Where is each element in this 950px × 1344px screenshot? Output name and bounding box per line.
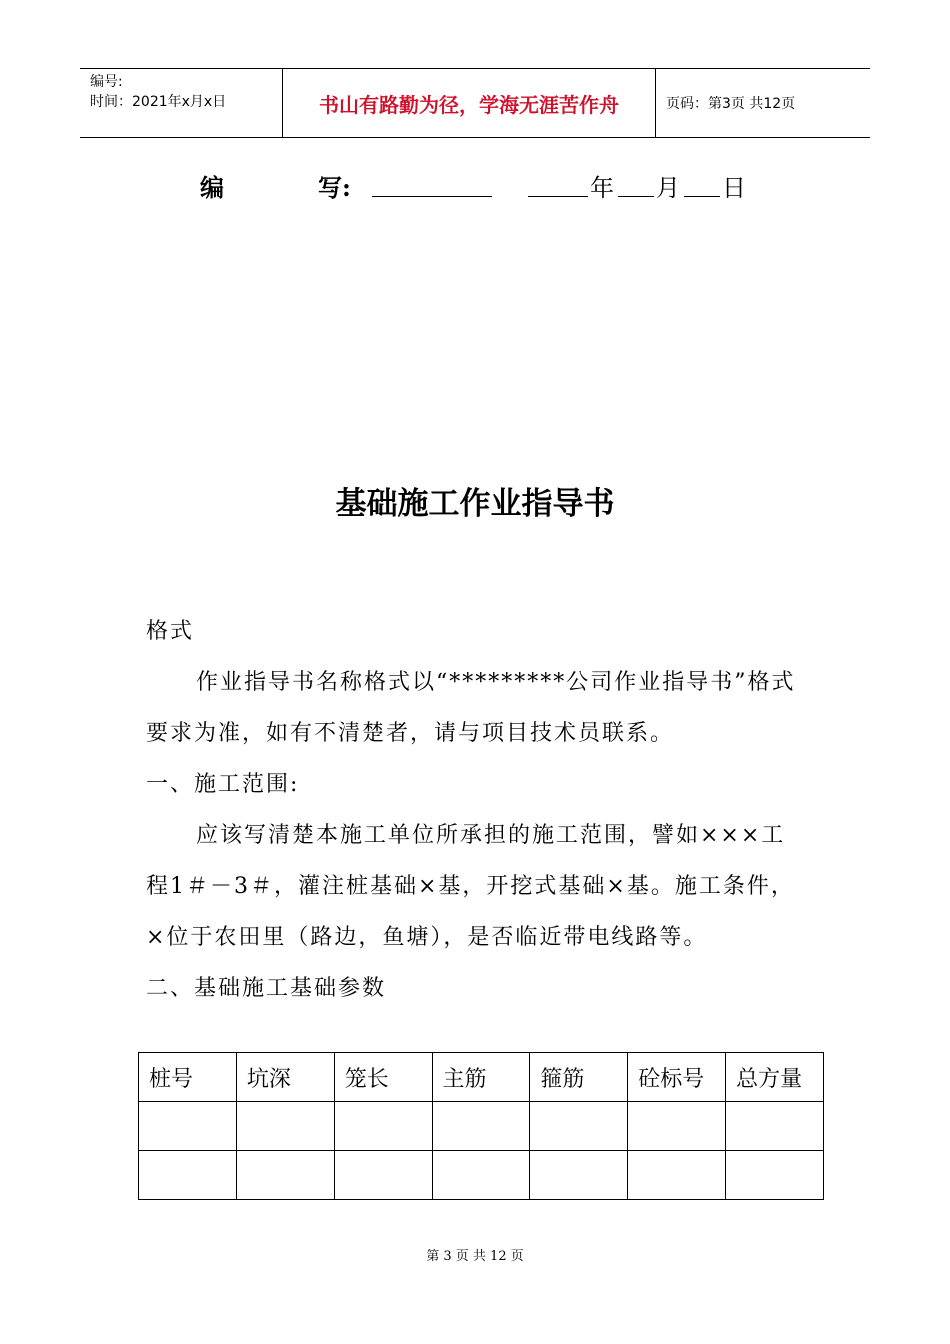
document-body bbox=[146, 606, 806, 1014]
heading-params: 二、基础施工基础参数 bbox=[146, 976, 387, 1001]
year-blank bbox=[528, 168, 588, 197]
table-header-cell: 主筋 bbox=[432, 1053, 530, 1102]
foundation-params-table bbox=[138, 1052, 824, 1200]
header-motto: 书山有路勤为径，学海无涯苦作舟 bbox=[282, 69, 656, 137]
table-header-cell: 笼长 bbox=[334, 1053, 432, 1102]
heading-format: 格式 bbox=[146, 619, 195, 644]
day-label: 日 bbox=[722, 174, 746, 202]
table-cell bbox=[236, 1102, 334, 1151]
table-header-cell: 总方量 bbox=[726, 1053, 824, 1102]
table-cell bbox=[139, 1151, 237, 1200]
month-blank bbox=[618, 168, 654, 197]
day-blank bbox=[684, 168, 720, 197]
table-header-cell: 箍筋 bbox=[530, 1053, 628, 1102]
table-cell bbox=[432, 1151, 530, 1200]
table-cell bbox=[628, 1102, 726, 1151]
writer-label-char2: 写: bbox=[318, 173, 351, 202]
table-cell bbox=[628, 1151, 726, 1200]
writer-label-char1: 编 bbox=[200, 173, 224, 202]
doc-time-label: 时间：2021年x月x日 bbox=[90, 94, 227, 110]
doc-number-label: 编号: bbox=[90, 74, 123, 90]
table-row bbox=[139, 1151, 824, 1200]
writer-line bbox=[200, 168, 760, 204]
page-header bbox=[80, 68, 870, 138]
table-cell bbox=[236, 1151, 334, 1200]
table-cell bbox=[334, 1102, 432, 1151]
table-header-row bbox=[139, 1053, 824, 1102]
paragraph-scope: 应该写清楚本施工单位所承担的施工范围，譬如×××工程1＃－3＃，灌注桩基础×基，开挖式基础×基。施工条件，×位于农田里（路边，鱼塘），是否临近带电线路等。 bbox=[146, 823, 795, 950]
header-meta bbox=[80, 69, 282, 137]
heading-scope: 一、施工范围: bbox=[146, 772, 300, 797]
table-header-cell: 砼标号 bbox=[628, 1053, 726, 1102]
table-cell bbox=[530, 1151, 628, 1200]
table-cell bbox=[530, 1102, 628, 1151]
paragraph-format: 作业指导书名称格式以“*********公司作业指导书”格式要求为准，如有不清楚者，请与项目技术员联系。 bbox=[146, 670, 796, 746]
document-title: 基础施工作业指导书 bbox=[335, 486, 615, 522]
table-cell bbox=[726, 1102, 824, 1151]
writer-name-blank bbox=[372, 168, 492, 197]
table-cell bbox=[139, 1102, 237, 1151]
table-row bbox=[139, 1102, 824, 1151]
month-label: 月 bbox=[656, 174, 680, 202]
header-page-info: 页码：第3页 共12页 bbox=[666, 96, 796, 112]
table-header-cell: 桩号 bbox=[139, 1053, 237, 1102]
table-header-cell: 坑深 bbox=[236, 1053, 334, 1102]
table-cell bbox=[726, 1151, 824, 1200]
table-cell bbox=[432, 1102, 530, 1151]
table-cell bbox=[334, 1151, 432, 1200]
year-label: 年 bbox=[590, 174, 614, 202]
page-footer: 第 3 页 共 12 页 bbox=[426, 1249, 524, 1264]
